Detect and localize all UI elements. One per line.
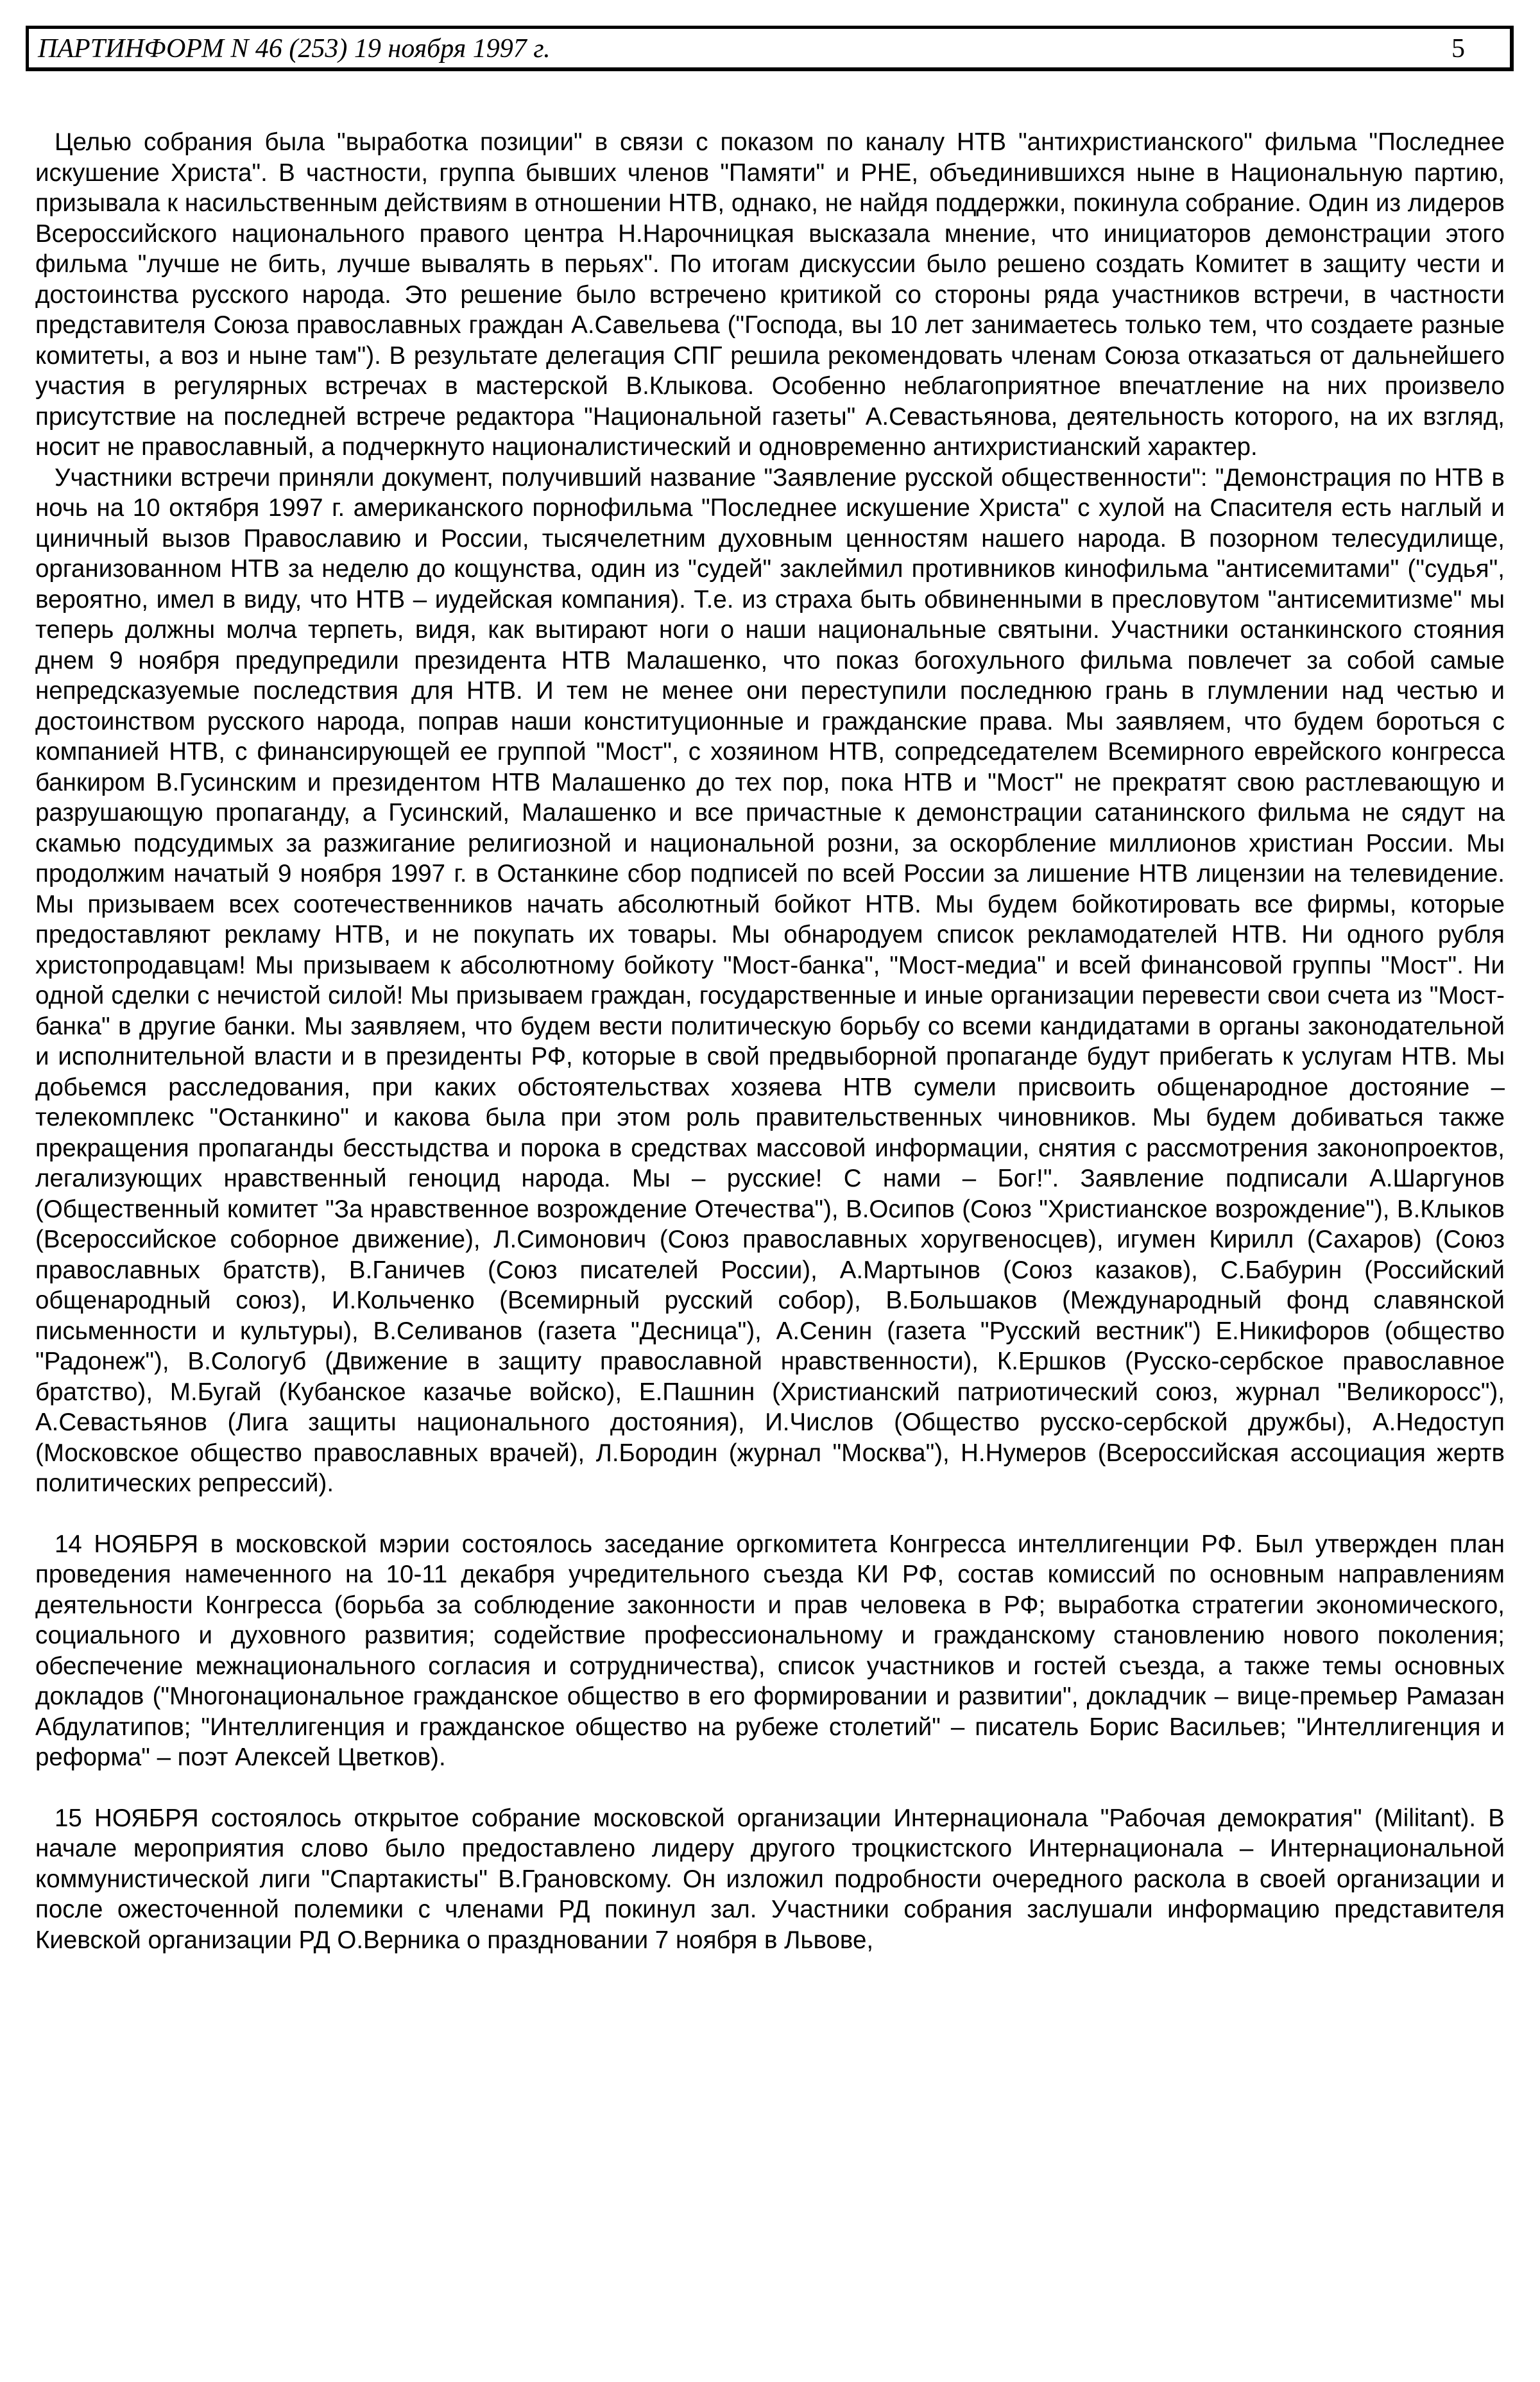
page-header — [26, 26, 1514, 71]
page-number: 5 — [1451, 34, 1465, 64]
paragraph-nov-15: 15 НОЯБРЯ состоялось открытое собрание московской организации Интернационала "Рабочая демократия" (Militant). В начале мероприятия слово было предоставлено лидеру другого троцкистского Интернационала – Интернациональной коммунистической лиги "Спартакисты" В.Грановскому. Он изложил подробности очередного раскола в своей организации и после ожесточенной полемики с членами РД покинул зал. Участники собрания заслушали информацию представителя Киевской организации РД О.Верника о праздновании 7 ноября в Львове, — [35, 1804, 1505, 1954]
paragraph-nov-14: 14 НОЯБРЯ в московской мэрии состоялось заседание оргкомитета Конгресса интеллигенции РФ. Был утвержден план проведения намеченного на 10-11 декабря учредительного съезда КИ РФ, состав комиссий по основным направлениям деятельности Конгресса (борьба за соблюдение законности и прав человека в РФ; выработка стратегии экономического, социального и духовного развития; содействие профессиональному и гражданскому становлению нового поколения; обеспечение межнационального согласия и сотрудничества), список участников и гостей съезда, а также темы основных докладов ("Многонациональное гражданское общество в его формировании и развитии", докладчик – вице-премьер Рамазан Абдулатипов; "Интеллигенция и гражданское общество на рубеже столетий" – писатель Борис Васильев; "Интеллигенция и реформа" – поэт Алексей Цветков). — [35, 1530, 1505, 1771]
paragraph-statement: Участники встречи приняли документ, получивший название "Заявление русской общественности": "Демонстрация по НТВ в ночь на 10 октября 1997 г. американского порнофильма "Последнее искушение Христа" с хулой на Спасителя есть наглый и циничный вызов Православию и России, тысячелетним духовным ценностям нашего народа. В позорном телесудилище, организованном НТВ за неделю до кощунства, один из "судей" заклеймил противников кинофильма "антисемитами" ("судья", вероятно, имел в виду, что НТВ – иудейская компания). Т.е. из страха быть обвиненными в пресловутом "антисемитизме" мы теперь должны молча терпеть, видя, как вытирают ноги о наши национальные святыни. Участники останкинского стояния днем 9 ноября предупредили президента НТВ Малашенко, что показ богохульного фильма повлечет за собой самые непредсказуемые последствия для НТВ. И тем не менее они переступили последнюю грань в глумлении над честью и достоинством русского народа, поправ наши конституционные и гражданские права. Мы заявляем, что будем бороться с компанией НТВ, с финансирующей ее группой "Мост", с хозяином НТВ, сопредседателем Всемирного еврейского конгресса банкиром В.Гусинским и президентом НТВ Малашенко до тех пор, пока НТВ и "Мост" не прекратят свою растлевающую и разрушающую пропаганду, а Гусинский, Малашенко и все причастные к демонстрации сатанинского фильма не сядут на скамью подсудимых за разжигание религиозной и национальной розни, за оскорбление миллионов христиан России. Мы продолжим начатый 9 ноября 1997 г. в Останкине сбор подписей по всей России за лишение НТВ лицензии на телевидение. Мы призываем всех соотечественников начать абсолютный бойкот НТВ. Мы будем бойкотировать все фирмы, которые предоставляют рекламу НТВ, и не покупать их товары. Мы обнародуем список рекламодателей НТВ. Ни одного рубля христопродавцам! Мы призываем к абсолютному бойкоту "Мост-банка", "Мост-медиа" и всей финансовой группы "Мост". Ни одной сделки с нечистой силой! Мы призываем граждан, государственные и иные организации перевести свои счета из "Мост-банка" в другие банки. Мы заявляем, что будем вести политическую борьбу со всеми кандидатами в органы законодательной и исполнительной власти и в президенты РФ, которые в свой предвыборной пропаганде будут прибегать к услугам НТВ. Мы добьемся расследования, при каких обстоятельствах хозяева НТВ сумели присвоить общенародное достояние – телекомплекс "Останкино" и какова была при этом роль правительственных чиновников. Мы будем добиваться также прекращения пропаганды бесстыдства и порока в средствах массовой информации, снятия с рассмотрения законопроектов, легализующих нравственный геноцид народа. Мы – русские! С нами – Бог!". Заявление подписали А.Шаргунов (Общественный комитет "За нравственное возрождение Отечества"), В.Осипов (Союз "Христианское возрождение"), В.Клыков (Всероссийское соборное движение), Л.Симонович (Союз православных хоругвеносцев), игумен Кирилл (Сахаров) (Союз православных братств), В.Ганичев (Союз писателей России), А.Мартынов (Союз казаков), С.Бабурин (Российский общенародный союз), И.Кольченко (Всемирный русский собор), В.Большаков (Международный фонд славянской письменности и культуры), В.Селиванов (газета "Десница"), А.Сенин (газета "Русский вестник") Е.Никифоров (общество "Радонеж"), В.Сологуб (Движение в защиту православной нравственности), К.Ершков (Русско-сербское православное братство), М.Бугай (Кубанское казачье войско), Е.Пашнин (Христианский патриотический союз, журнал "Великоросс"), А.Севастьянов (Лига защиты национального достояния), И.Числов (Общество русско-сербской дружбы), А.Недоступ (Московское общество православных врачей), Л.Бородин (журнал "Москва"), Н.Нумеров (Всероссийская ассоциация жертв политических репрессий). — [35, 463, 1505, 1497]
publication-title: ПАРТИНФОРМ N 46 (253) 19 ноября 1997 г. — [38, 34, 551, 64]
paragraph-meeting-purpose: Целью собрания была "выработка позиции" в связи с показом по каналу НТВ "антихристианского" фильма "Последнее искушение Христа". В частности, группа бывших членов "Памяти" и РНЕ, объединившихся ныне в Национальную партию, призывала к насильственным действиям в отношении НТВ, однако, не найдя поддержки, покинула собрание. Один из лидеров Всероссийского национального правого центра Н.Нарочницкая высказала мнение, что инициаторов демонстрации этого фильма "лучше не бить, лучше вывалять в перьях". По итогам дискуссии было решено создать Комитет в защиту чести и достоинства русского народа. Это решение было встречено критикой со стороны ряда участников встречи, в частности представителя Союза православных граждан А.Савельева ("Господа, вы 10 лет занимаетесь только тем, что создаете разные комитеты, а воз и ныне там"). В результате делегация СПГ решила рекомендовать членам Союза отказаться от дальнейшего участия в регулярных встречах в мастерской В.Клыкова. Особенно неблагоприятное впечатление на них произвело присутствие на последней встрече редактора "Национальной газеты" А.Севастьянова, деятельность которого, на их взгляд, носит не православный, а подчеркнуто националистический и одновременно антихристианский характер. — [35, 128, 1505, 461]
article-body — [35, 127, 1505, 1955]
